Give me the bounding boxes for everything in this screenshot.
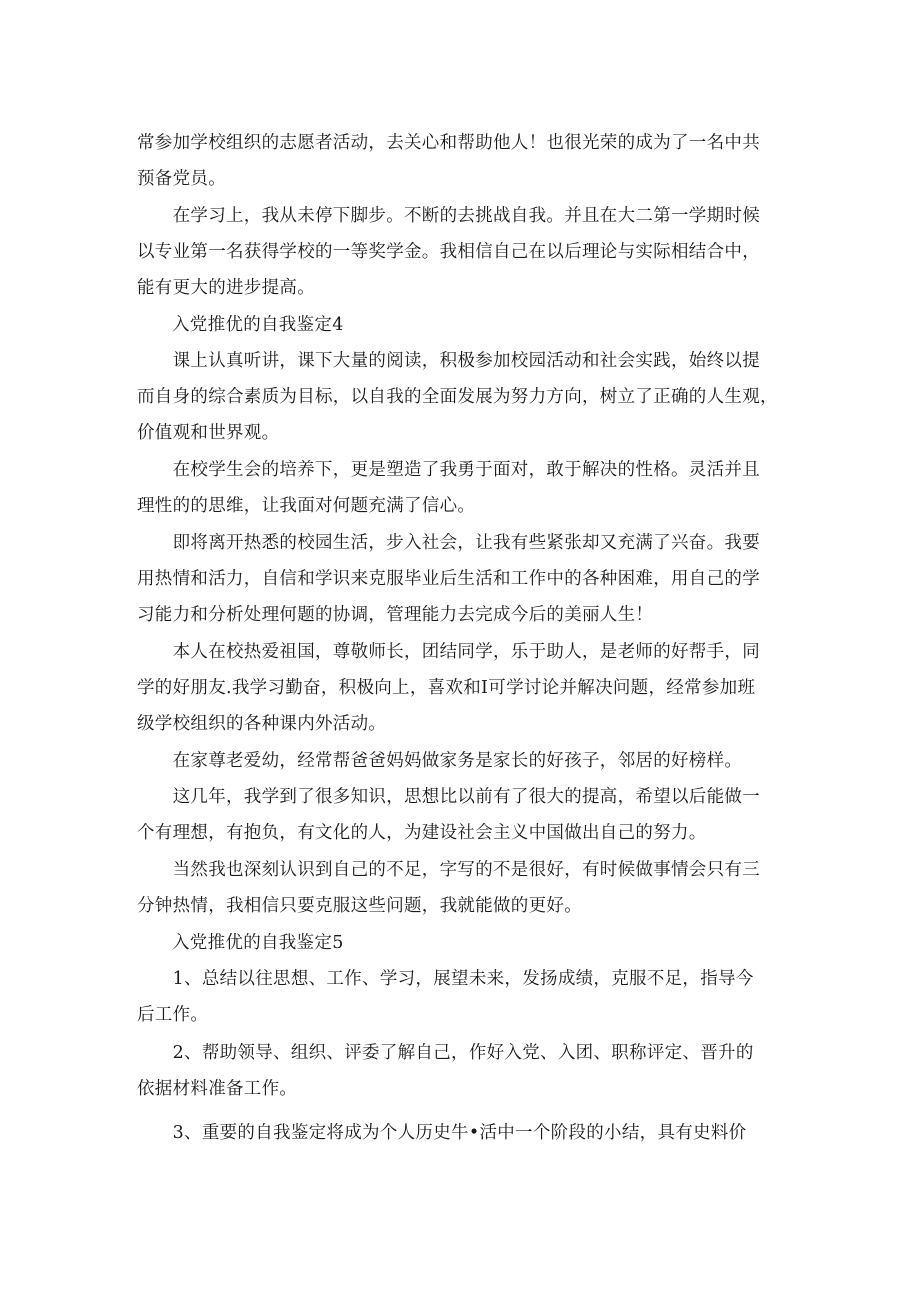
paragraph-student-union: 在校学生会的培养下，更是塑造了我勇于面对，敢于解决的性格。灵活并且 理性的的思维，让我面对何题充满了信心。 (137, 460, 760, 516)
paragraph-patriotism: 本人在校热爱祖国，尊敬师长，团结同学，乐于助人，是老师的好帮手，同 学的好朋友.我学习勤奋，积极向上，喜欢和I可学讨论并解决问题，经常参加班 级学校组织的各种课内外活动。 (137, 642, 760, 734)
section-heading-5: 入党推优的自我鉴定5 (172, 933, 344, 953)
paragraph-shortcomings: 当然我也深刻认识到自己的不足，字写的不是很好，有时候做事情会只有三 分钟热情，我相信只要克服这些问题，我就能做的更好。 (137, 860, 760, 916)
list-item-2: 2、帮助领导、组织、评委了解自己，作好入党、入团、职称评定、晋升的 依据材料准备工作。 (137, 1043, 754, 1099)
paragraph-volunteer: 常参加学校组织的志愿者活动，去关心和帮助他人！也很光荣的成为了一名中共 预备党员。 (137, 133, 760, 189)
paragraph-study: 在学习上，我从未停下脚步。不断的去挑战自我。并且在大二第一学期时候 以专业第一名获得学校的一等奖学金。我相信自己在以后理论与实际相结合中， 能有更大的进步提高。 (137, 206, 760, 298)
paragraph-growth: 这几年，我学到了很多知识，思想比以前有了很大的提高，希望以后能做一 个有理想，有抱负，有文化的人，为建设社会主义中国做出自己的努力。 (137, 787, 760, 843)
section-heading-4: 入党推优的自我鉴定4 (172, 315, 344, 335)
paragraph-leaving-campus: 即将离开热悉的校园生活，步入社会，让我有些紧张却又充满了兴奋。我要 用热情和活力，自信和学识来克服毕业后生活和工作中的各种困难，用自己的学 习能力和分析处理何题的协调，管理能力去完成今后的美丽人生！ (137, 533, 760, 625)
paragraph-family: 在家尊老爱幼，经常帮爸爸妈妈做家务是家长的好孩子，邻居的好榜样。 (137, 751, 743, 771)
list-item-1: 1、总结以往思想、工作、学习，展望未来，发扬成绩，克服不足，指导今 后工作。 (137, 969, 754, 1025)
list-item-3: 3、重要的自我鉴定将成为个人历史牛•活中一个阶段的小结，具有史料价 (137, 1123, 747, 1143)
paragraph-classwork: 课上认真听讲，课下大量的阅读，积极参加校园活动和社会实践，始终以提 而自身的综合素质为目标，以自我的全面发展为努力方向，树立了正确的人生观， 价值观和世界观。 (137, 351, 778, 443)
